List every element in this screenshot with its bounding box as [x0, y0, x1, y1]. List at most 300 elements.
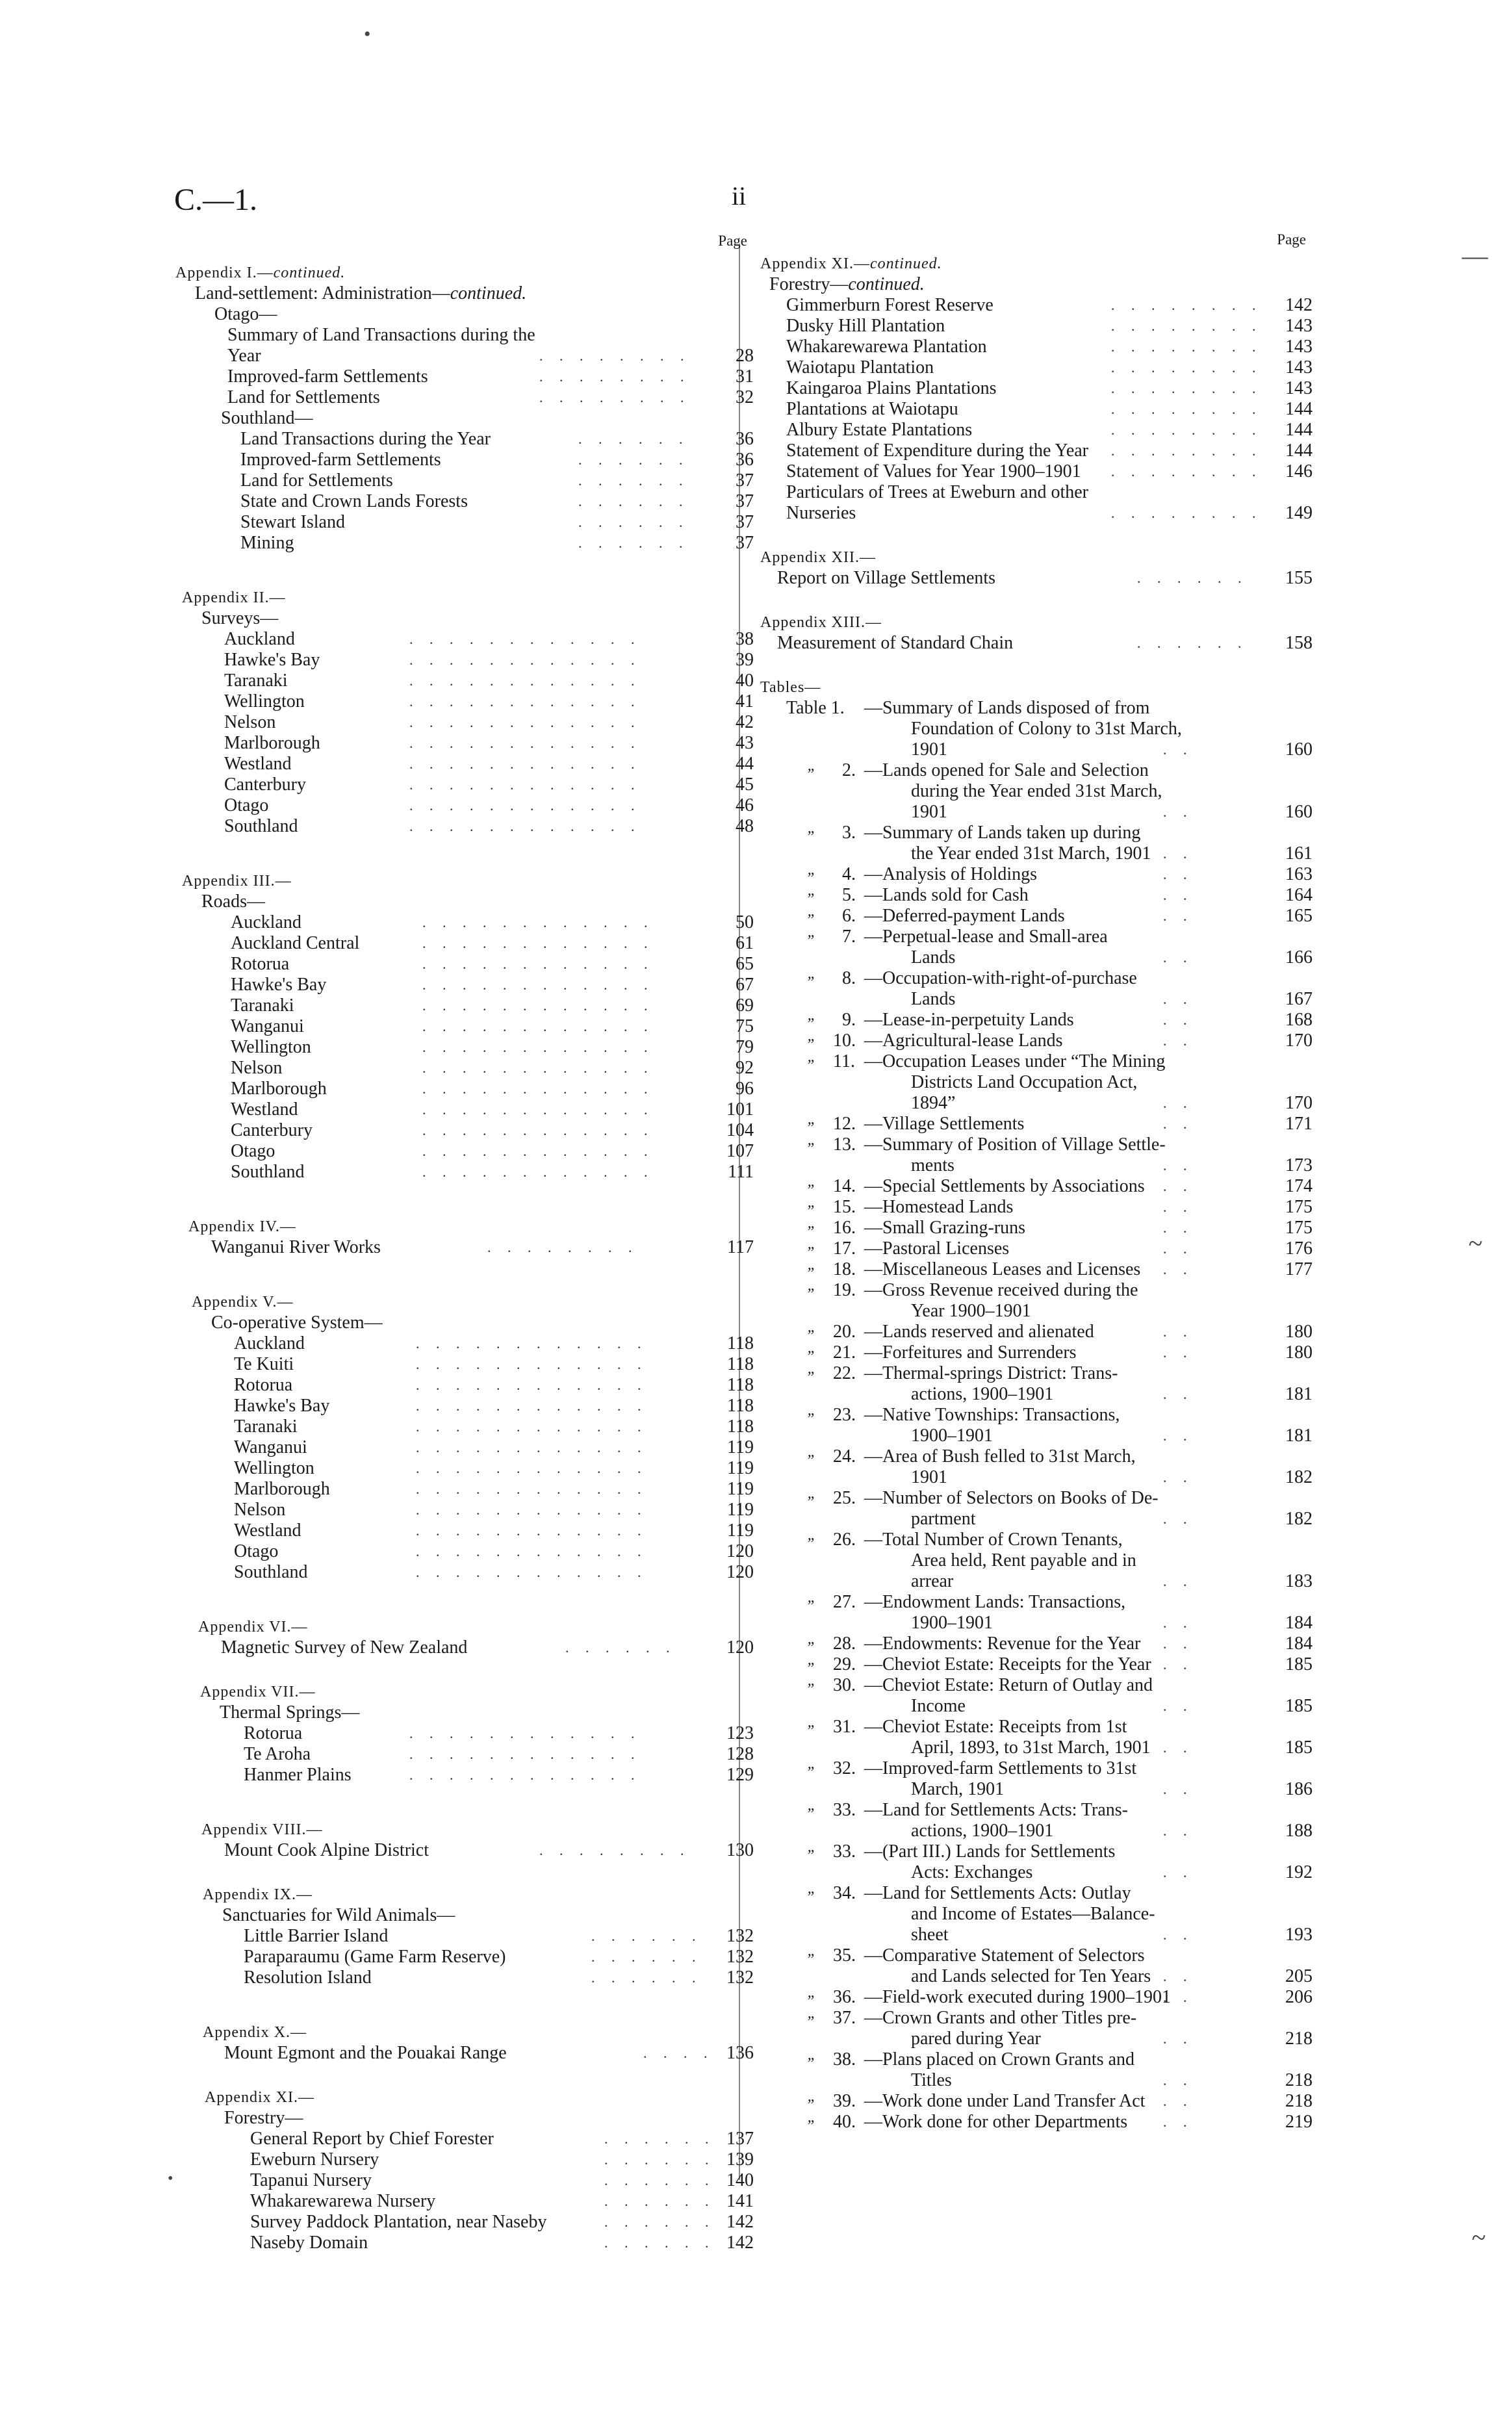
ditto-mark: ”: [806, 1265, 815, 1282]
entry-title: arrear: [911, 1571, 954, 1591]
table-entry: [760, 1238, 1313, 1259]
table-entry: [760, 1176, 1313, 1197]
section-heading: Sanctuaries for Wild Animals—: [222, 1905, 455, 1925]
leader-dots: . . . . . . . . . . . .: [416, 1418, 648, 1435]
entry-page-number: 119: [727, 1458, 754, 1478]
toc-entry: [175, 429, 754, 450]
leader-dots: . . . . . . . . . . . .: [416, 1522, 648, 1539]
margin-mark-right-bottom: ~: [1472, 2223, 1486, 2252]
entry-page-number: 158: [1285, 633, 1313, 653]
ditto-mark: ”: [806, 1452, 815, 1469]
leader-dots: . .: [1163, 866, 1194, 882]
entry-page-number: 40: [736, 671, 754, 691]
entry-page-number: 180: [1285, 1322, 1313, 1342]
entry-title: Little Barrier Island: [244, 1926, 389, 1946]
leader-dots: . .: [1163, 804, 1194, 820]
leader-dots: . . . . . .: [578, 514, 689, 530]
ditto-mark: ”: [806, 766, 815, 783]
entry-title: April, 1893, to 31st March, 1901: [911, 1737, 1151, 1758]
table-number: 11.: [833, 1051, 855, 1071]
entry-page-number: 79: [736, 1037, 754, 1057]
leader-dots: . .: [1163, 1615, 1194, 1631]
entry-title: Otago: [231, 1141, 275, 1161]
appendix-heading: Appendix XII.—: [760, 549, 876, 566]
entry-title: —Gross Revenue received during the: [864, 1280, 1138, 1300]
toc-entry: [175, 2149, 754, 2170]
entry-page-number: 118: [727, 1375, 754, 1395]
toc-entry: [175, 995, 754, 1016]
table-entry: [760, 1821, 1313, 1841]
entry-page-number: 177: [1285, 1259, 1313, 1279]
toc-entry: [175, 1947, 754, 1968]
ditto-mark: ”: [806, 2097, 815, 2114]
toc-entry: [175, 1479, 754, 1500]
entry-title: —Work done for other Departments: [864, 2112, 1128, 2132]
entry-page-number: 185: [1285, 1737, 1313, 1758]
leader-dots: . . . . . .: [591, 1949, 702, 1965]
entry-page-number: 37: [736, 533, 754, 553]
ditto-mark: ”: [806, 1639, 815, 1656]
entry-title: March, 1901: [911, 1779, 1005, 1799]
toc-entry: [175, 1333, 754, 1354]
toc-entry: [175, 1541, 754, 1562]
entry-title: —Lands reserved and alienated: [864, 1322, 1094, 1342]
toc-entry: [760, 441, 1313, 461]
leader-dots: . .: [1163, 1095, 1194, 1111]
leader-dots: . .: [1163, 2031, 1194, 2047]
toc-entry: [760, 633, 1313, 654]
entry-title: Income: [911, 1696, 966, 1716]
appendix-heading: Appendix IX.—: [203, 1886, 313, 1903]
entry-title: Report on Village Settlements: [777, 568, 996, 588]
leader-dots: . .: [1163, 949, 1194, 966]
entry-page-number: 140: [726, 2170, 754, 2190]
entry-page-number: 142: [726, 2212, 754, 2232]
entry-page-number: 50: [736, 912, 754, 932]
table-entry: [760, 2029, 1313, 2049]
entry-page-number: 188: [1285, 1821, 1313, 1841]
leader-dots: . . . . . .: [604, 2172, 715, 2188]
ditto-mark: ”: [806, 1057, 815, 1074]
table-entry: [760, 802, 1313, 823]
entry-title: Eweburn Nursery: [250, 2149, 379, 2170]
appendix-heading: Appendix IV.—: [188, 1218, 296, 1235]
appendix-viii-entries: [175, 1840, 754, 1861]
entry-page-number: 118: [727, 1333, 754, 1353]
toc-entry: [175, 1437, 754, 1458]
toc-entry: [175, 1162, 754, 1183]
table-entry: [760, 864, 1313, 885]
toc-entry: [760, 337, 1313, 357]
entry-title: Westland: [234, 1520, 301, 1541]
leader-dots: . . . . . . . . . . . .: [416, 1439, 648, 1455]
entry-page-number: 143: [1285, 316, 1313, 336]
entry-page-number: 101: [726, 1099, 754, 1120]
entry-page-number: 119: [727, 1500, 754, 1520]
toc-entry: [760, 316, 1313, 337]
entry-title: Wellington: [234, 1458, 314, 1478]
forestry-continued-entries: [760, 295, 1313, 524]
entry-title: Canterbury: [224, 775, 306, 795]
entry-title: Te Aroha: [244, 1744, 311, 1764]
ditto-mark: ”: [806, 1598, 815, 1615]
entry-title: and Lands selected for Ten Years: [911, 1966, 1151, 1986]
table-entry: [760, 1634, 1313, 1654]
leader-dots: . . . . . . . .: [1111, 463, 1262, 480]
toc-entry: [175, 512, 754, 533]
leader-dots: . .: [1163, 1324, 1194, 1340]
leader-dots: . .: [1163, 1968, 1194, 1984]
leader-dots: . . . . . . . . . . . .: [409, 756, 641, 772]
table-entry: [760, 1675, 1313, 1696]
surveys-entries: [175, 629, 754, 837]
entry-page-number: 128: [726, 1744, 754, 1764]
entry-page-number: 160: [1285, 802, 1313, 822]
ditto-mark: ”: [806, 1286, 815, 1303]
leader-dots: . . . . . . . .: [1111, 339, 1262, 355]
appendix-vi-entries: [175, 1637, 754, 1658]
entry-page-number: 132: [726, 1926, 754, 1946]
leader-dots: . .: [1163, 1927, 1194, 1943]
ditto-mark: ”: [806, 1889, 815, 1906]
toc-entry: [175, 954, 754, 975]
entry-title: —(Part III.) Lands for Settlements: [864, 1841, 1116, 1862]
table-number: 19.: [833, 1280, 856, 1300]
entry-title: Southland: [234, 1562, 308, 1582]
leader-dots: . . . . . . . . . . . .: [416, 1481, 648, 1497]
toc-entry: [175, 1396, 754, 1417]
entry-page-number: 132: [726, 1947, 754, 1967]
entry-page-number: 67: [736, 975, 754, 995]
entry-page-number: 111: [728, 1162, 754, 1182]
margin-mark-left-bottom: •: [168, 2170, 173, 2187]
leader-dots: . .: [1163, 1157, 1194, 1173]
leader-dots: . . . . . . . . . . . .: [422, 1101, 654, 1118]
leader-dots: . .: [1163, 991, 1194, 1007]
toc-entry: [760, 295, 1313, 316]
entry-title: and Income of Estates—Balance-: [911, 1904, 1155, 1924]
ditto-mark: ”: [806, 1244, 815, 1261]
toc-entry: [175, 1765, 754, 1786]
leader-dots: . . . . . . . . . . . .: [416, 1543, 648, 1559]
table-number: 25.: [833, 1488, 856, 1508]
table-number: 5.: [842, 885, 856, 905]
ditto-mark: ”: [806, 1411, 815, 1428]
toc-entry: [175, 816, 754, 837]
entry-title: Particulars of Trees at Eweburn and other: [786, 482, 1088, 502]
table-number: 27.: [833, 1592, 856, 1612]
entry-page-number: 181: [1285, 1426, 1313, 1446]
toc-entry: [175, 975, 754, 995]
toc-entry: [175, 1840, 754, 1861]
entry-page-number: 31: [736, 366, 754, 387]
toc-entry: [175, 2043, 754, 2064]
toc-entry: [175, 1099, 754, 1120]
leader-dots: . . . . . .: [591, 1928, 702, 1944]
toc-entry: [175, 712, 754, 733]
ditto-mark: ”: [806, 1140, 815, 1157]
entry-title: Statement of Values for Year 1900–1901: [786, 461, 1081, 481]
entry-title: Survey Paddock Plantation, near Naseby: [250, 2212, 547, 2232]
table-number: 14.: [833, 1176, 856, 1196]
entry-page-number: 173: [1285, 1155, 1313, 1175]
leader-dots: . .: [1163, 1261, 1194, 1277]
entry-page-number: 141: [726, 2191, 754, 2211]
table-number: 15.: [833, 1197, 856, 1217]
leader-dots: . . . . . .: [604, 2131, 715, 2147]
leader-dots: . . . . . .: [604, 2214, 715, 2230]
table-entry: [760, 1322, 1313, 1342]
entry-page-number: 130: [726, 1840, 754, 1860]
toc-entry: [175, 1141, 754, 1162]
entry-page-number: 149: [1285, 503, 1313, 523]
ditto-mark: ”: [806, 932, 815, 949]
entry-title: —Plans placed on Crown Grants and: [864, 2049, 1135, 2070]
entry-title: Wanganui River Works: [211, 1237, 381, 1257]
toc-entry: [175, 671, 754, 691]
entry-page-number: 142: [726, 2233, 754, 2253]
entry-title: Auckland Central: [231, 933, 360, 953]
table-entry: [760, 1010, 1313, 1031]
table-number: 28.: [833, 1634, 856, 1654]
toc-entry: [175, 1744, 754, 1765]
leader-dots: . .: [1163, 1116, 1194, 1132]
entry-title: Year: [227, 346, 261, 366]
table-entry: [760, 1031, 1313, 1051]
entry-page-number: 44: [736, 754, 754, 774]
entry-title: Land for Settlements: [240, 470, 393, 491]
table-number: 10.: [833, 1031, 856, 1051]
ditto-mark: ”: [806, 1348, 815, 1365]
table-number: 17.: [833, 1238, 856, 1259]
leader-dots: . . . . . . . . . . . .: [409, 797, 641, 814]
table-number: 33.: [833, 1800, 856, 1820]
entry-title: —Thermal-springs District: Trans-: [864, 1363, 1118, 1383]
table-entry: [760, 1072, 1313, 1093]
table-number: 22.: [833, 1363, 856, 1383]
leader-dots: . . . . . . . . . . . .: [416, 1564, 648, 1580]
toc-entry: [175, 346, 754, 366]
table-number: 8.: [842, 968, 856, 988]
table-entry: [760, 1800, 1313, 1821]
leader-dots: . . . . . . . . . . . .: [422, 997, 654, 1014]
table-entry: [760, 2091, 1313, 2112]
entry-page-number: 123: [726, 1723, 754, 1743]
entry-title: —Miscellaneous Leases and Licenses: [864, 1259, 1141, 1279]
entry-page-number: 167: [1285, 989, 1313, 1009]
entry-title: Hawke's Bay: [231, 975, 327, 995]
leader-dots: . . . . . . . . . . . .: [409, 693, 641, 710]
section-heading: Thermal Springs—: [220, 1702, 360, 1723]
table-number: 7.: [842, 927, 856, 947]
entry-page-number: 118: [727, 1354, 754, 1374]
leader-dots: . . . . . . . . . . . .: [422, 1081, 654, 1097]
entry-title: Westland: [224, 754, 292, 774]
thermal-springs-entries: [175, 1723, 754, 1786]
entry-page-number: 165: [1285, 906, 1313, 926]
leader-dots: . . . . . .: [578, 472, 689, 489]
table-number: 29.: [833, 1654, 856, 1674]
entry-title: 1894”: [911, 1093, 956, 1113]
entry-title: —Area of Bush felled to 31st March,: [864, 1446, 1136, 1467]
entry-title: Albury Estate Plantations: [786, 420, 973, 440]
appendix-heading: Appendix XI.—continued.: [760, 255, 942, 272]
table-entry: [760, 2008, 1313, 2029]
entry-title: Taranaki: [234, 1417, 298, 1437]
entry-page-number: 186: [1285, 1779, 1313, 1799]
entry-title: Plantations at Waiotapu: [786, 399, 958, 419]
appendix-heading: Appendix XI.—: [205, 2089, 314, 2106]
toc-entry: [175, 470, 754, 491]
entry-title: —Cheviot Estate: Return of Outlay and: [864, 1675, 1153, 1695]
table-entry: [760, 781, 1313, 802]
entry-title: Rotorua: [234, 1375, 293, 1395]
toc-entry: [175, 933, 754, 954]
table-entry: [760, 739, 1313, 760]
leader-dots: . .: [1163, 1012, 1194, 1028]
entry-title: —Summary of Lands disposed of from: [864, 698, 1150, 718]
table-entry: [760, 1134, 1313, 1155]
appendix-heading: Appendix II.—: [182, 589, 286, 606]
ditto-mark: ”: [806, 891, 815, 908]
entry-page-number: 45: [736, 775, 754, 795]
entry-page-number: 107: [726, 1141, 754, 1161]
table-entry: [760, 1696, 1313, 1717]
table-entry: [760, 1155, 1313, 1176]
table-entry: [760, 1301, 1313, 1322]
entry-page-number: 160: [1285, 739, 1313, 760]
table-entry: [760, 1218, 1313, 1238]
entry-title: —Small Grazing-runs: [864, 1218, 1026, 1238]
table-entry: [760, 1737, 1313, 1758]
roads-entries: [175, 912, 754, 1183]
entry-page-number: 37: [736, 491, 754, 511]
entry-title: Whakarewarewa Plantation: [786, 337, 987, 357]
leader-dots: . . . . . . . . . . . .: [409, 1767, 641, 1783]
leader-dots: . . . . . . . . . . . .: [422, 1143, 654, 1159]
ditto-mark: ”: [806, 1764, 815, 1781]
ditto-mark: ”: [806, 1847, 815, 1864]
entry-title: Area held, Rent payable and in: [911, 1550, 1136, 1570]
leader-dots: . .: [1163, 1864, 1194, 1880]
toc-entry: [175, 1058, 754, 1079]
toc-entry: [175, 2212, 754, 2233]
leader-dots: . . . . . . . . . . . .: [422, 977, 654, 993]
entry-title: sheet: [911, 1925, 949, 1945]
ditto-mark: ”: [806, 2055, 815, 2072]
table-number: 40.: [833, 2112, 856, 2132]
leader-dots: . .: [1163, 1989, 1194, 2005]
ditto-mark: ”: [806, 1203, 815, 1220]
entry-page-number: 69: [736, 995, 754, 1016]
section-heading: Roads—: [201, 891, 265, 912]
entry-title: ments: [911, 1155, 955, 1175]
otago-entries: [175, 325, 754, 408]
entry-title: Statement of Expenditure during the Year: [786, 441, 1089, 461]
entry-title: Foundation of Colony to 31st March,: [911, 719, 1182, 739]
table-entry: [760, 947, 1313, 968]
toc-entry: [760, 461, 1313, 482]
ditto-mark: ”: [806, 1224, 815, 1240]
section-heading: Land-settlement: Administration—continued.: [195, 283, 527, 303]
ditto-mark: ”: [806, 828, 815, 845]
leader-dots: . .: [1163, 1344, 1194, 1361]
entry-title: 1901: [911, 739, 947, 760]
table-entry: [760, 968, 1313, 989]
entry-title: Canterbury: [231, 1120, 313, 1140]
toc-entry: [175, 1079, 754, 1099]
leader-dots: . .: [1163, 1656, 1194, 1673]
table-number: 4.: [842, 864, 856, 884]
section-heading: Forestry—: [224, 2108, 303, 2128]
entry-page-number: 142: [1285, 295, 1313, 315]
entry-page-number: 119: [727, 1479, 754, 1499]
leader-dots: . . . . . . . . . . . .: [422, 914, 654, 930]
entry-page-number: 39: [736, 650, 754, 670]
entry-title: Lands: [911, 989, 956, 1009]
entry-title: Auckland: [224, 629, 295, 649]
toc-entry: [175, 533, 754, 554]
entry-page-number: 42: [736, 712, 754, 732]
leader-dots: . . . . . . . .: [1111, 380, 1262, 396]
entry-title: —Cheviot Estate: Receipts from 1st: [864, 1717, 1127, 1737]
leader-dots: . . . . . .: [578, 493, 689, 509]
entry-title: Nurseries: [786, 503, 856, 523]
cooperative-entries: [175, 1333, 754, 1583]
toc-entry: [175, 1037, 754, 1058]
table-entry: [760, 1925, 1313, 1945]
entry-page-number: 166: [1285, 947, 1313, 968]
table-entry: [760, 1197, 1313, 1218]
entry-title: Hawke's Bay: [224, 650, 320, 670]
table-entry: [760, 1571, 1313, 1592]
leader-dots: . . . . . . . .: [1111, 359, 1262, 376]
leader-dots: . . . . . . . .: [1111, 401, 1262, 417]
entry-title: —Pastoral Licenses: [864, 1238, 1010, 1259]
ditto-mark: ”: [806, 974, 815, 991]
tables-heading: Tables—: [760, 679, 821, 696]
entry-title: —Deferred-payment Lands: [864, 906, 1065, 926]
entry-page-number: 182: [1285, 1509, 1313, 1529]
entry-page-number: 192: [1285, 1862, 1313, 1882]
ditto-mark: ”: [806, 1723, 815, 1739]
entry-title: —Summary of Position of Village Settle-: [864, 1134, 1166, 1155]
ditto-mark: ”: [806, 1535, 815, 1552]
entry-page-number: 185: [1285, 1654, 1313, 1674]
leader-dots: . .: [1163, 1739, 1194, 1756]
leader-dots: . . . . . .: [578, 431, 689, 447]
leader-dots: . . . . . . . .: [539, 1842, 691, 1858]
table-entry: [760, 1613, 1313, 1634]
contents-left-column: [175, 233, 754, 2253]
entry-page-number: 171: [1285, 1114, 1313, 1134]
toc-entry: [760, 482, 1313, 503]
entry-title: Wellington: [224, 691, 305, 711]
toc-entry: [175, 1458, 754, 1479]
table-entry: [760, 989, 1313, 1010]
entry-page-number: 143: [1285, 378, 1313, 398]
leader-dots: . . . . . .: [578, 535, 689, 551]
entry-page-number: 146: [1285, 461, 1313, 481]
table-number: 16.: [833, 1218, 856, 1238]
contents-right-column: [760, 231, 1313, 2134]
table-number: 21.: [833, 1342, 856, 1363]
leader-dots: . .: [1163, 887, 1194, 903]
entry-page-number: 184: [1285, 1634, 1313, 1654]
table-entry: [760, 2112, 1313, 2133]
entry-title: —Comparative Statement of Selectors: [864, 1945, 1145, 1966]
table-entry: [760, 1550, 1313, 1571]
